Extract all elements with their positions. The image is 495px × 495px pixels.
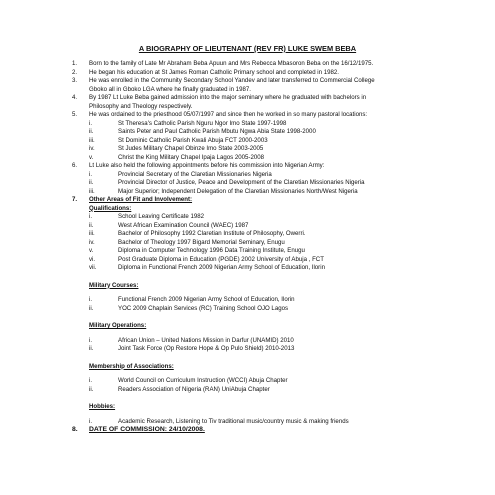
biography-body bbox=[60, 60, 480, 435]
appointment-item: ii. Provincial Director of Justice, Peace and Development of the Claretian Missionaries Nigeria bbox=[89, 179, 365, 186]
appointment-item: iii. Major Superior; Independent Delegation of the Claretian Missionaries North/West Nigeria bbox=[89, 187, 358, 195]
list-item: 2. He began his education at St James Roman Catholic Primary school and completed in 1982. bbox=[72, 68, 339, 76]
qualification-item: i. School Leaving Certificate 1982 bbox=[89, 213, 205, 220]
list-item-continuation: Gboko all in Gboko LGA where he finally graduated in 1987. bbox=[89, 85, 251, 93]
section-heading-military-courses: Military Courses: bbox=[89, 281, 139, 289]
operation-item: i. African Union – United Nations Mission in Darfur (UNAMID) 2010 bbox=[89, 336, 294, 344]
section-heading-military-operations: Military Operations: bbox=[89, 322, 147, 329]
operation-item: ii. Joint Task Force (Op Restore Hope & Op Pulo Shield) 2010-2013 bbox=[89, 345, 295, 352]
section-heading-associations: Membership of Associations: bbox=[89, 362, 174, 370]
list-item: 6. Lt Luke also held the following appointments before his commission into Nigerian Army: bbox=[72, 162, 325, 169]
association-item: i. World Council on Curriculum Instruction (WCCI) Abuja Chapter bbox=[89, 377, 288, 384]
list-item: 3. He was enrolled in the Community Secondary School Yandev and later transferred to Commercial College bbox=[72, 77, 375, 84]
pastoral-item: i. St Theresa's Catholic Parish Nguru Ngor Imo State 1997-1998 bbox=[89, 119, 287, 127]
qualification-item: vii. Diploma in Functional French 2009 Nigerian Army School of Education, Ilorin bbox=[89, 264, 325, 271]
qualification-item: ii. West African Examination Council (WAEC) 1987 bbox=[89, 221, 249, 229]
association-item: ii. Readers Association of Nigeria (RAN) UniAbuja Chapter bbox=[89, 385, 270, 393]
pastoral-item: iii. St Dominic Catholic Parish Kwali Abuja FCT 2000-2003 bbox=[89, 136, 268, 144]
qualification-item: vi. Post Graduate Diploma in Education (PGDE) 2002 University of Abuja , FCT bbox=[89, 255, 324, 263]
list-item: 7. Other Areas of Fit and Involvement: bbox=[72, 196, 193, 203]
qualification-item: iii. Bachelor of Philosophy 1992 Claretian Institute of Philosophy, Owerri. bbox=[89, 230, 306, 237]
section-heading-qualifications: Qualifications: bbox=[89, 204, 132, 212]
course-item: ii. YOC 2009 Chaplain Services (RC) Training School OJO Lagos bbox=[89, 304, 289, 312]
appointment-item: i. Provincial Secretary of the Claretian Missionaries Nigeria bbox=[89, 170, 272, 178]
qualification-item: v. Diploma in Computer Technology 1996 Data Training Institute, Enugu bbox=[89, 247, 305, 254]
pastoral-item: iv. St Judes Military Chapel Obinze Imo State 2003-2005 bbox=[89, 145, 264, 152]
section-heading-hobbies: Hobbies: bbox=[89, 403, 116, 410]
date-of-commission: 8. DATE OF COMMISSION: 24/10/2008. bbox=[72, 426, 205, 433]
list-item: 1. Born to the family of Late Mr Abraham Beba Apuun and Mrs Rebecca Mbasoron Beba on the 16/12/1975. bbox=[72, 60, 374, 67]
course-item: i. Functional French 2009 Nigerian Army School of Education, Ilorin bbox=[89, 296, 295, 303]
list-item: 5. He was ordained to the priesthood 05/07/1997 and since then he worked in so many pastoral locations: bbox=[72, 111, 368, 118]
list-item: 4. By 1987 Lt Luke Beba gained admission into the major seminary where he graduated with bachelors in bbox=[72, 94, 367, 101]
pastoral-item: ii. Saints Peter and Paul Catholic Parish Mbutu Ngwa Abia State 1998-2000 bbox=[89, 128, 316, 135]
qualification-item: iv. Bachelor of Theology 1997 Bigard Memorial Seminary, Enugu bbox=[89, 238, 285, 246]
document-title: A BIOGRAPHY OF LIEUTENANT (REV FR) LUKE SWEM BEBA bbox=[138, 44, 357, 53]
list-item-continuation: Philosophy and Theology respectively. bbox=[89, 102, 193, 110]
pastoral-item: v. Christ the King Military Chapel Ipaja Lagos 2005-2008 bbox=[89, 153, 264, 161]
hobby-item: i. Academic Research, Listening to Tiv traditional music/country music & making friends bbox=[89, 417, 349, 425]
